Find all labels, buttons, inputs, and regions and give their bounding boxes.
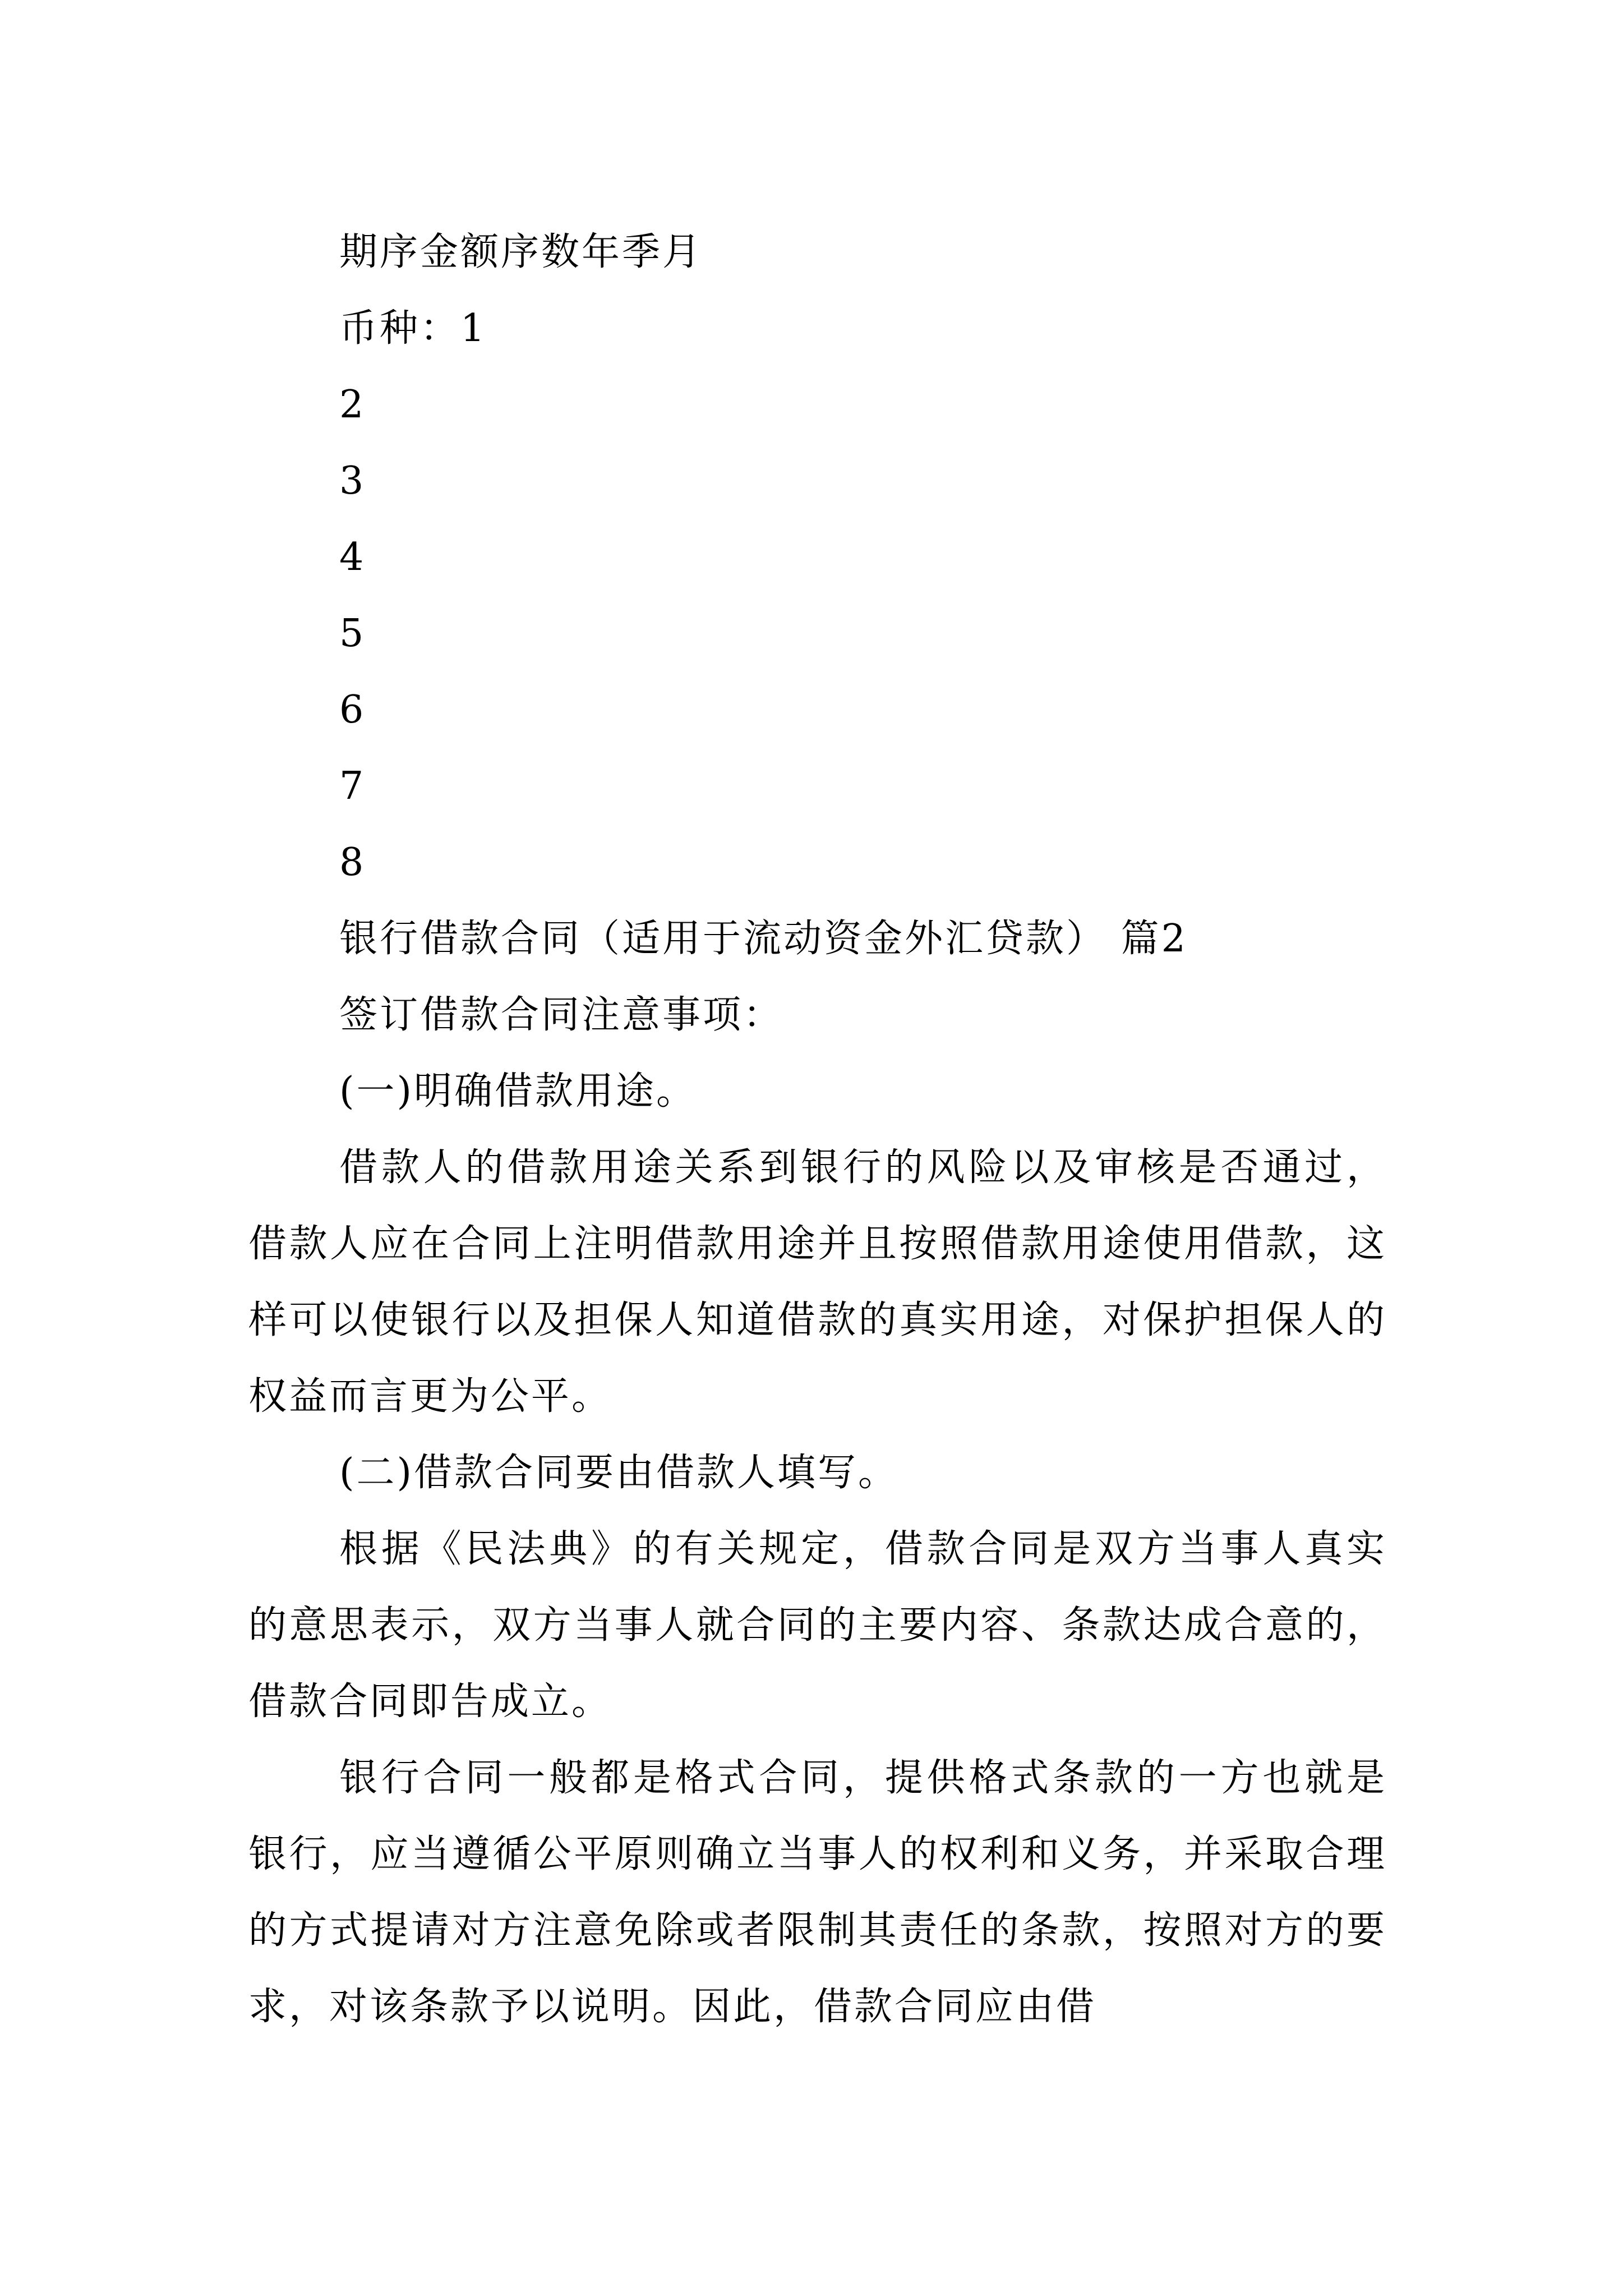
row-number-2: 2 xyxy=(339,383,366,427)
row-number-6: 6 xyxy=(339,688,366,732)
document-body xyxy=(248,214,1387,2045)
section-title: 银行借款合同（适用于流动资金外汇贷款） 篇2 xyxy=(339,917,1188,961)
subheading-1: (一)明确借款用途。 xyxy=(339,1069,697,1114)
row-number-5: 5 xyxy=(339,611,366,656)
paragraph-2: 根据《民法典》的有关规定，借款合同是双方当事人真实的意思表示，双方当事人就合同的主要内容、条款达成合意的，借款合同即告成立。 xyxy=(248,1527,1387,1724)
paragraph-3: 银行合同一般都是格式合同，提供格式条款的一方也就是银行，应当遵循公平原则确立当事人的权利和义务，并采取合理的方式提请对方注意免除或者限制其责任的条款，按照对方的要求，对该条款予以说明。因此，借款合同应由借 xyxy=(248,1756,1387,2029)
row-number-7: 7 xyxy=(339,764,366,808)
currency-line: 币种：1 xyxy=(339,306,487,351)
table-header-line: 期序金额序数年季月 xyxy=(339,230,703,274)
subheading-2: (二)借款合同要由借款人填写。 xyxy=(339,1451,899,1495)
paragraph-1: 借款人的借款用途关系到银行的风险以及审核是否通过，借款人应在合同上注明借款用途并且按照借款用途使用借款，这样可以使银行以及担保人知道借款的真实用途，对保护担保人的权益而言更为公平。 xyxy=(248,1145,1387,1419)
row-number-3: 3 xyxy=(339,459,366,503)
row-number-4: 4 xyxy=(339,535,366,579)
notes-heading: 签订借款合同注意事项： xyxy=(339,993,784,1037)
row-number-8: 8 xyxy=(339,840,366,885)
